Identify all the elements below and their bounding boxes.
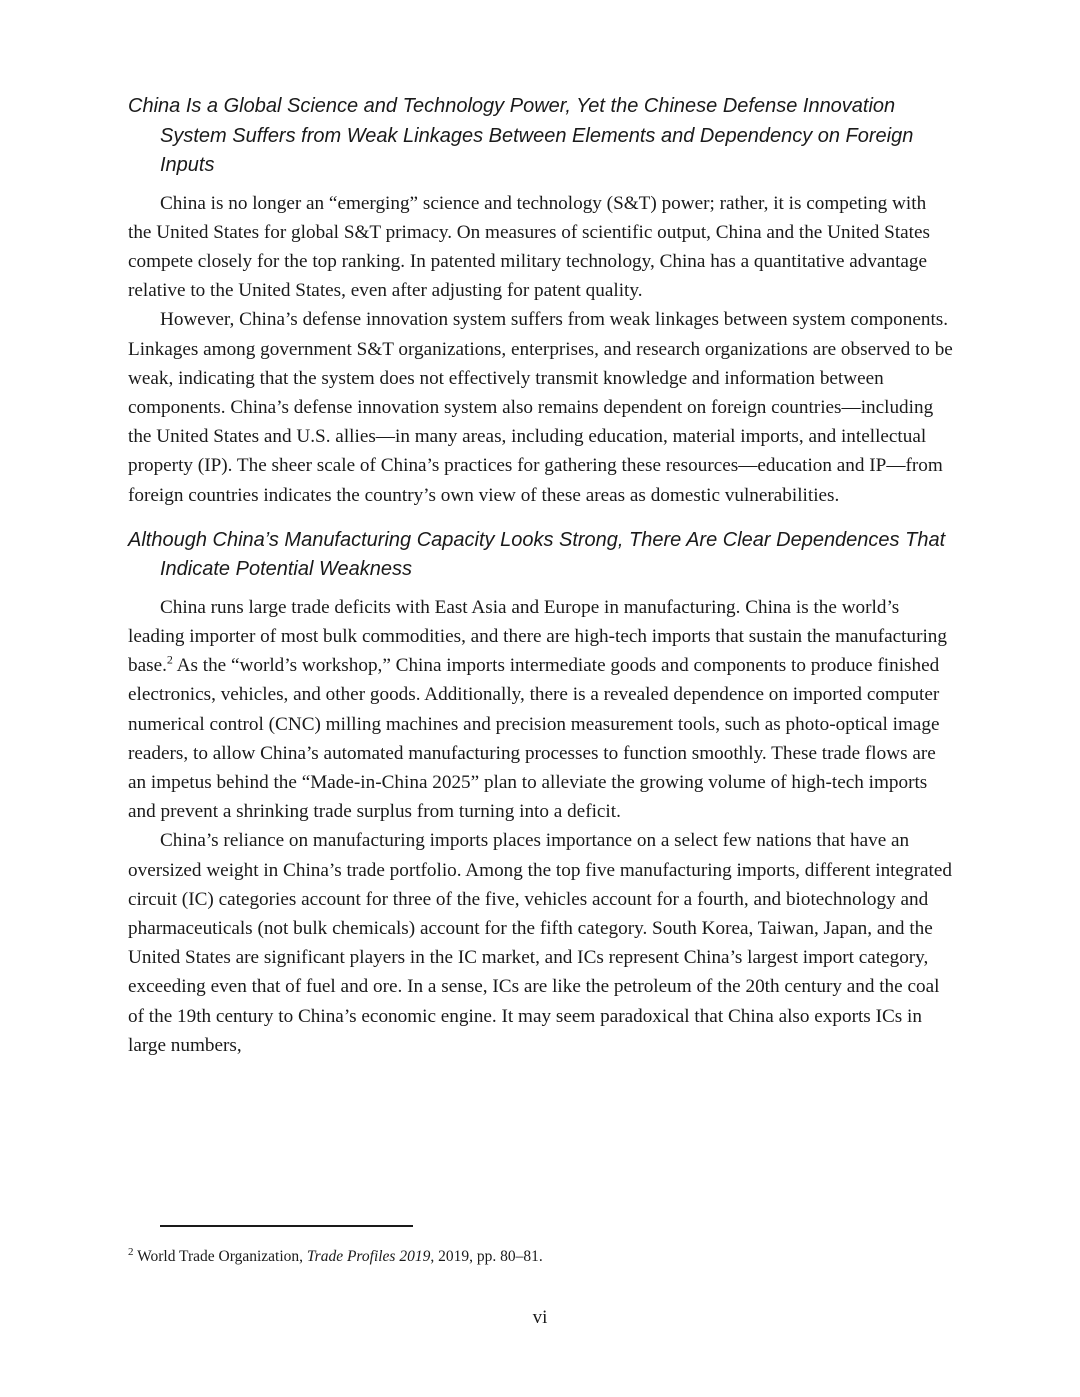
body-paragraph: China is no longer an “emerging” science and technology (S&T) power; rather, it is competing with the United States for global S&T primacy. On measures of scientific output, China and the United States compete closely for the top ranking. In patented military technology, China has a quantitative advantage relative to the United States, even after adjusting for patent quality.	[128, 192, 930, 302]
section-science-technology	[128, 92, 954, 510]
section-heading: China Is a Global Science and Technology Power, Yet the Chinese Defense Innovation System Suffers from Weak Linkages Between Elements and Dependency on Foreign Inputs	[128, 95, 914, 176]
body-paragraph	[128, 593, 954, 827]
footnote-separator	[160, 1225, 413, 1227]
page-body	[128, 92, 954, 1076]
footnote	[128, 1241, 954, 1268]
section-heading: Although China’s Manufacturing Capacity Looks Strong, There Are Clear Dependences That Indicate Potential Weakness	[128, 528, 946, 581]
paragraph-text: China runs large trade deficits with East Asia and Europe in manufacturing. China is the world’s leading importer of most bulk commodities, and there are high-tech imports that sustain the manufacturing base.	[128, 596, 947, 677]
footnote-reference[interactable]: 2	[166, 652, 173, 667]
footnote-number: 2	[128, 1246, 134, 1258]
paragraph-text: As the “world’s workshop,” China imports intermediate goods and components to produce finished electronics, vehicles, and other goods. Additionally, there is a revealed dependence on imported computer numerical control (CNC) milling machines and precision measurement tools, such as photo-optical image readers, to allow China’s automated manufacturing processes to function smoothly. These trade flows are an impetus behind the “Made-in-China 2025” plan to alleviate the growing volume of high-tech imports and prevent a shrinking trade surplus from turning into a deficit.	[128, 655, 940, 823]
body-paragraph: China’s reliance on manufacturing imports places importance on a select few nations that have an oversized weight in China’s trade portfolio. Among the top five manufacturing imports, different integrated circuit (IC) categories account for three of the five, vehicles account for a fourth, and biotechnology and pharmaceuticals (not bulk chemicals) account for the fifth category. South Korea, Taiwan, Japan, and the United States are significant players in the IC market, and ICs represent China’s largest import category, exceeding even that of fuel and ore. In a sense, ICs are like the petroleum of the 20th century and the coal of the 19th century to China’s economic engine. It may seem paradoxical that China also exports ICs in large numbers,	[128, 830, 952, 1056]
section-manufacturing	[128, 526, 954, 1060]
footnote-title: Trade Profiles 2019	[306, 1248, 431, 1266]
body-paragraph: However, China’s defense innovation system suffers from weak linkages between system components. Linkages among government S&T organizations, enterprises, and research organizations are observed to be weak, indicating that the system does not effectively transmit knowledge and information between components. China’s defense innovation system also remains dependent on foreign countries—including the United States and U.S. allies—in many areas, including education, material imports, and intellectual property (IP). The sheer scale of China’s practices for gathering these resources—education and IP—from foreign countries indicates the country’s own view of these areas as domestic vulnerabilities.	[128, 309, 953, 506]
footnote-suffix: , 2019, pp. 80–81.	[430, 1248, 543, 1266]
page-number: vi	[532, 1307, 548, 1328]
footnote-prefix: World Trade Organization,	[133, 1248, 307, 1266]
